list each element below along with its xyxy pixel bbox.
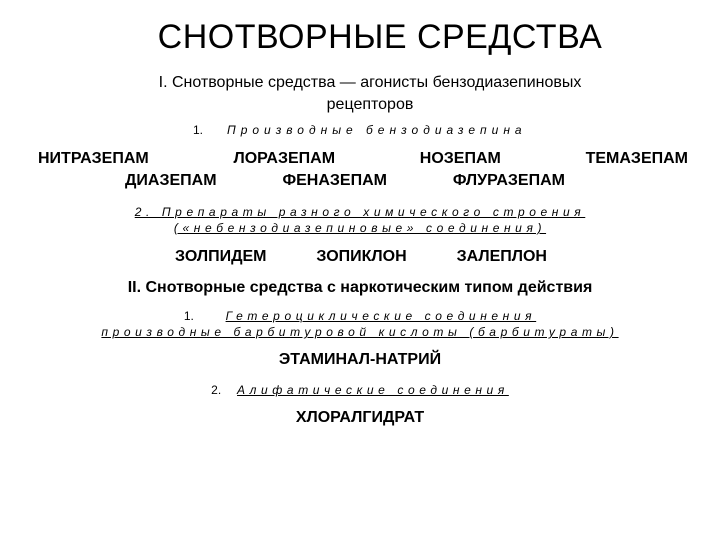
drug-name: ЛОРАЗЕПАМ xyxy=(233,150,336,167)
section2-heading: II. Снотворные средства с наркотическим типом действия xyxy=(127,279,593,296)
drug-name: ЗОЛПИДЕМ xyxy=(175,248,267,265)
section2-sub1-line1: Гетероциклические соединения xyxy=(225,309,537,323)
drug-name: ФЛУРАЗЕПАМ xyxy=(452,172,565,189)
section1-sub2-line1: 2. Препараты разного химического строения xyxy=(134,205,586,219)
drug-name: ДИАЗЕПАМ xyxy=(125,172,217,189)
drug-name: ТЕМАЗЕПАМ xyxy=(585,150,688,167)
section2-sub2-number: 2. xyxy=(211,383,222,397)
section1-sub2-line2: («небензодиазепиновые» соединения) xyxy=(173,221,547,235)
section1-sub1 xyxy=(193,123,527,137)
section2-sub1-drug: ЭТАМИНАЛ-НАТРИЙ xyxy=(278,351,442,368)
drug-name: ЗАЛЕПЛОН xyxy=(456,248,547,265)
section2-sub1-number: 1. xyxy=(183,309,194,323)
section1-sub1-drugs-row1 xyxy=(38,150,688,168)
section1-heading-line1: I. Снотворные средства — агонисты бензодиазепиновых xyxy=(158,74,582,91)
drug-name: НОЗЕПАМ xyxy=(419,150,501,167)
section2-sub2 xyxy=(0,382,720,398)
drug-name: ЗОПИКЛОН xyxy=(316,248,407,265)
section1-sub1-text: Производные бензодиазепина xyxy=(227,123,527,137)
drug-name: ФЕНАЗЕПАМ xyxy=(282,172,387,189)
section2-sub1-line2: производные барбитуровой кислоты (барбитураты) xyxy=(101,325,619,339)
slide-title: СНОТВОРНЫЕ СРЕДСТВА xyxy=(157,18,603,56)
section1-sub1-drugs-row2 xyxy=(125,172,565,190)
section2-sub2-drug: ХЛОРАЛГИДРАТ xyxy=(295,409,425,426)
section1-sub1-number: 1. xyxy=(193,123,204,137)
section1-sub2-drugs xyxy=(175,248,547,266)
section1-heading xyxy=(90,72,650,116)
section1-sub2 xyxy=(0,204,720,236)
drug-name: НИТРАЗЕПАМ xyxy=(38,150,149,167)
section2-sub2-text: Алифатические соединения xyxy=(237,383,509,397)
section2-sub1 xyxy=(0,308,720,340)
section1-heading-line2: рецепторов xyxy=(326,96,414,113)
